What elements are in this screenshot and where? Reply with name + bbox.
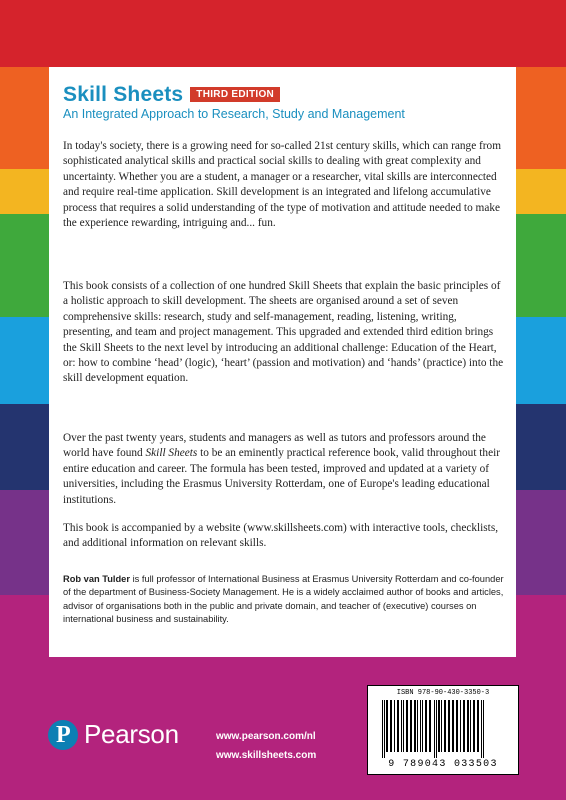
barcode-bar — [452, 700, 454, 752]
author-bio-text: is full professor of International Business at Erasmus University Rotterdam and co-founder of the department of Business-Society Management. He is a widely acclaimed author of books and articles, advisor of organisations both in the public and private domain, and teacher of (executive) courses on international business and sustainability. — [63, 574, 504, 625]
barcode — [367, 685, 519, 775]
blurb-paragraph-1: In today's society, there is a growing need for so-called 21st century skills, which can range from sophisticated analytical skills and practical social skills to dealing with great complexity and uncertainty. Whether you are a student, a manager or a researcher, vital skills are interconnected and require real-time application. Skill development is an integrated and lifelong accumulative process that requires a solid understanding of the type of motivation and attitude needed to make the experience rewarding, intriguing and... fun. — [63, 140, 501, 230]
barcode-bar — [422, 700, 423, 752]
pearson-p-icon — [48, 720, 78, 750]
barcode-bar — [444, 700, 446, 752]
barcode-bar — [410, 700, 412, 752]
author-bio — [63, 573, 510, 627]
url-pearson: www.pearson.com/nl — [216, 731, 316, 742]
barcode-bar — [429, 700, 431, 752]
barcode-bar — [481, 700, 482, 758]
barcode-bar — [448, 700, 450, 752]
barcode-bar — [438, 700, 440, 752]
text-panel — [49, 67, 516, 657]
title-row — [63, 83, 280, 107]
barcode-bar — [394, 700, 395, 752]
barcode-bar — [420, 700, 421, 752]
barcode-bar — [386, 700, 388, 752]
barcode-bar — [434, 700, 435, 758]
publisher-name: Pearson — [84, 719, 179, 749]
barcode-bar — [470, 700, 471, 752]
barcode-bar — [390, 700, 392, 752]
barcode-bars — [382, 700, 504, 758]
barcode-bar — [425, 700, 427, 752]
pearson-logo — [48, 719, 179, 750]
barcode-bar — [441, 700, 442, 752]
barcode-bar — [477, 700, 479, 752]
p3-start: Over the past twenty years, students and managers as well as tutors and professors around the world have found — [63, 432, 486, 460]
barcode-bar — [384, 700, 385, 758]
blurb-paragraph-2: This book consists of a collection of one hundred Skill Sheets that explain the basic principles of a holistic approach to skill development. The sheets are organised around a set of seven comprehensive skills: research, study and self-management, reading, listening, writing, presenting, and team and project management. This upgraded and extended third edition brings the Skill Sheets to the next level by introducing an additional challenge: Education of the Heart, or: how to combine ‘head’ (logic), ‘heart’ (passion and motivation) and ‘hands’ (practice) into the skill development equation. — [63, 280, 504, 385]
edition-badge: THIRD EDITION — [190, 87, 280, 102]
blurb-paragraph-4: This book is accompanied by a website (www.skillsheets.com) with interactive tools, checklists, and additional information on relevant skills. — [63, 522, 499, 550]
isbn-digits: 9 789043 033503 — [388, 759, 498, 770]
book-title-italic: Skill Sheets — [145, 447, 198, 460]
barcode-bar — [456, 700, 458, 752]
author-name: Rob van Tulder — [63, 574, 130, 584]
barcode-bar — [401, 700, 402, 752]
book-title: Skill Sheets — [63, 83, 184, 106]
url-skillsheets: www.skillsheets.com — [216, 750, 317, 761]
barcode-bar — [382, 700, 383, 758]
p3-end: to be an eminently practical reference book, valid throughout their entire education and career. The formula has been tested, improved and updated at a variety of universities, including the Erasmus University Rotterdam, one of Europe's leading educational institutions. — [63, 447, 500, 506]
barcode-bar — [467, 700, 469, 752]
barcode-bar — [483, 700, 484, 758]
publisher-urls — [216, 727, 316, 765]
stripe-red — [0, 0, 566, 67]
barcode-bar — [397, 700, 399, 752]
blurb-paragraph-3 — [63, 431, 508, 508]
barcode-bar — [403, 700, 404, 752]
barcode-bar — [473, 700, 475, 752]
isbn-label: ISBN 978-90-430-3350-3 — [396, 689, 490, 697]
barcode-bar — [463, 700, 465, 752]
barcode-bar — [436, 700, 437, 758]
barcode-bar — [414, 700, 416, 752]
book-subtitle: An Integrated Approach to Research, Study and Management — [63, 107, 405, 121]
barcode-bar — [406, 700, 408, 752]
barcode-bar — [417, 700, 418, 752]
barcode-bar — [460, 700, 461, 752]
